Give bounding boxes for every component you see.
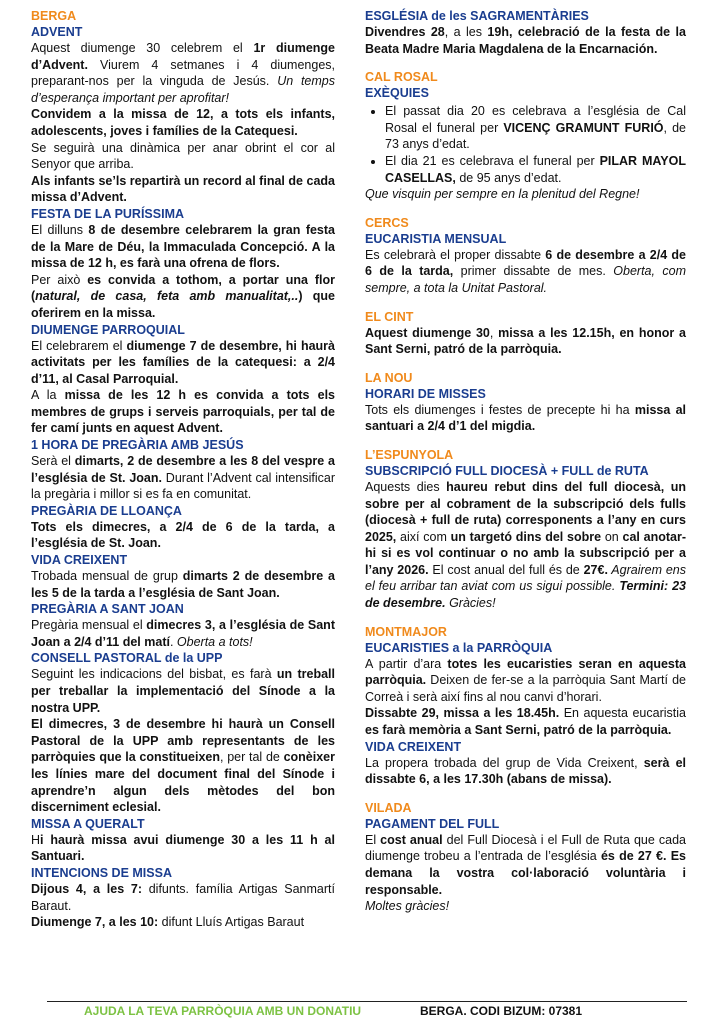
heading-lloanca: PREGÀRIA DE LLOANÇA — [31, 503, 182, 518]
lloanca-paragraph: Tots els dimecres, a 2/4 de 6 de la tarda, a l’església de St. Joan. — [31, 519, 335, 551]
advent-paragraph-4: Als infants se’ls repartirà un record al final de cada missa d’Advent. — [31, 173, 335, 205]
pregaria-jesus-paragraph: Serà el dimarts, 2 de desembre a les 8 del vespre a l’església de St. Joan. Durant l’Advent cal intensificar la pregària i millor si es fa en comunitat. — [31, 454, 336, 502]
left-column — [31, 8, 335, 931]
exequies-list — [365, 103, 686, 186]
heading-pregaria-jesus: 1 HORA DE PREGÀRIA AMB JESÚS — [31, 438, 244, 453]
sagramentaries-paragraph: Divendres 28, a les 19h, celebració de la festa de la Beata Madre Maria Magdalena de la Encarnación. — [365, 25, 686, 56]
vida-creixent-paragraph: Trobada mensual de grup dimarts 2 de desembre a les 5 de la tarda a l’església de Sant Joan. — [31, 569, 335, 600]
heading-eucaristia-mensual: EUCARISTIA MENSUAL — [365, 231, 507, 246]
town-cercs: CERCS — [365, 215, 409, 230]
sant-joan-paragraph: Pregària mensual el dimecres 3, a l’església de Sant Joan a 2/4 d’11 del matí. Oberta a tots! — [31, 618, 335, 649]
consell-paragraph-1: Seguint les indicacions del bisbat, es farà un treball per treballar la implementació del Sínode a la nostra UPP. — [31, 667, 336, 715]
montmajor-paragraph-1: A partir d’ara totes les eucaristies seran en aquesta parròquia. Deixen de fer-se a la parròquia Sant Martí de Correà i serà així fins al nou canvi d’horari. — [365, 656, 686, 704]
intencions-paragraph-1: Dijous 4, a les 7: difunts. família Artigas Sanmartí Baraut. — [31, 881, 335, 913]
town-montmajor: MONTMAJOR — [365, 624, 447, 639]
heading-horari-misses: HORARI DE MISSES — [365, 386, 486, 401]
heading-diumenge-parroquial: DIUMENGE PARROQUIAL — [31, 322, 185, 337]
heading-eucaristies-parroquia: EUCARISTIES a la PARRÒQUIA — [365, 640, 553, 655]
parroquial-paragraph-1: El celebrarem el diumenge 7 de desembre, hi haurà activitats per les famílies de la catequesi: a 2/4 d’11, al Casal Parroquial. — [31, 338, 335, 386]
montmajor-paragraph-3: La propera trobada del grup de Vida Creixent, serà el dissabte 6, a les 17.30h (abans de missa). — [365, 755, 686, 787]
right-column — [365, 8, 686, 915]
town-espunyola: L’ESPUNYOLA — [365, 447, 454, 462]
advent-paragraph-3: Se seguirà una dinàmica per anar obrint el cor al Senyor que arriba. — [31, 140, 335, 172]
town-berga: BERGA — [31, 9, 77, 23]
el-cint-paragraph: Aquest diumenge 30, missa a les 12.15h, en honor a Sant Serni, patró de la parròquia. — [365, 325, 686, 357]
consell-paragraph-2: El dimecres, 3 de desembre hi haurà un Consell Pastoral de la UPP amb representants de les parròquies que la constitueixen, per tal de conèixer les línies mare del document final del Sínode i aprendre’n algun dels mètodes del bon discerniment eclesial. — [31, 717, 335, 815]
town-el-cint: EL CINT — [365, 309, 414, 324]
heading-pagament-full: PAGAMENT DEL FULL — [365, 816, 500, 831]
footer-divider — [47, 1001, 687, 1002]
heading-subscripcio: SUBSCRIPCIÓ FULL DIOCESÀ + FULL de RUTA — [365, 463, 649, 478]
heading-vida-creixent: VIDA CREIXENT — [31, 553, 128, 568]
footer-bizum: BERGA. CODI BIZUM: 07381 — [420, 1004, 583, 1018]
list-item: • El dia 21 es celebrava el funeral per PILAR MAYOL CASELLAS, de 95 anys d’edat. — [385, 153, 686, 186]
purissima-paragraph-1: El dilluns 8 de desembre celebrarem la gran festa de la Mare de Déu, la Immaculada Concepció. A la missa de 12 h, es farà una ofrena de flors. — [31, 222, 336, 271]
intencions-paragraph-2: Diumenge 7, a les 10: difunt Lluís Artigas Baraut — [31, 915, 305, 930]
town-cal-rosal: CAL ROSAL — [365, 70, 438, 85]
vilada-paragraph-1: El cost anual del Full Diocesà i el Full de Ruta que cada diumenge trobeu a l’entrada de l’església és de 27 €. Es demana la vostra col·laboració voluntària i responsable. — [365, 832, 686, 897]
espunyola-paragraph: Aquests dies haureu rebut dins del full diocesà, un sobre per al cobrament de la subscripció dels fulls (diocesà + full de ruta) corresponents a l’any en curs 2025, així com un targetó dins del sobre on cal anotar-hi si es vol continuar o no amb la subscripció per a l’any 2026. El cost anual del full és de 27€. Agrairem ens el feu arribar tan aviat com us sigui possible. Termini: 23 de desembre. Gràcies! — [365, 479, 686, 611]
exequies-closing: Que visquin per sempre en la plenitud del Regne! — [365, 187, 640, 202]
parroquial-paragraph-2: A la missa de les 12 h es convida a tots els membres de grups i serveis parroquials, per tal de fer camí junts en aquest Advent. — [31, 388, 335, 436]
cercs-paragraph: Es celebrarà el proper dissabte 6 de desembre a 2/4 de 6 de la tarda, primer dissabte de mes. Oberta, com sempre, a tota la Unitat Pastoral. — [365, 247, 686, 295]
heading-intencions: INTENCIONS DE MISSA — [31, 865, 172, 880]
heading-consell: CONSELL PASTORAL de la UPP — [31, 651, 223, 666]
montmajor-paragraph-2: Dissabte 29, missa a les 18.45h. En aquesta eucaristia es farà memòria a Sant Serni, patró de la parròquia. — [365, 706, 686, 738]
heading-purissima: FESTA DE LA PURÍSSIMA — [31, 206, 185, 221]
advent-paragraph-2: Convidem a la missa de 12, a tots els infants, adolescents, joves i famílies de la Catequesi. — [31, 107, 335, 138]
heading-sagramentaries: ESGLÉSIA de les SAGRAMENTÀRIES — [365, 9, 589, 23]
heading-exequies: EXÈQUIES — [365, 86, 429, 101]
town-vilada: VILADA — [365, 800, 412, 815]
footer-donation: AJUDA LA TEVA PARRÒQUIA AMB UN DONATIU — [84, 1004, 362, 1018]
heading-sant-joan: PREGÀRIA A SANT JOAN — [31, 602, 184, 617]
la-nou-paragraph: Tots els diumenges i festes de precepte hi ha missa al santuari a 2/4 d’1 del migdia. — [365, 402, 687, 434]
heading-advent: ADVENT — [31, 25, 83, 39]
purissima-paragraph-2: Per això es convida a tothom, a portar una flor (natural, de casa, feta amb manualitat,..) que oferirem en la missa. — [31, 272, 336, 320]
heading-queralt: MISSA A QUERALT — [31, 816, 145, 831]
list-item: • El passat dia 20 es celebrava a l’església de Cal Rosal el funeral per VICENÇ GRAMUNT FURIÓ, de 73 anys d’edat. — [385, 103, 686, 153]
queralt-paragraph: Hi haurà missa avui diumenge 30 a les 11 h al Santuari. — [31, 832, 335, 864]
heading-vida-creixent-montmajor: VIDA CREIXENT — [365, 739, 462, 754]
advent-paragraph-1: Aquest diumenge 30 celebrem el 1r diumenge d’Advent. Viurem 4 setmanes i 4 diumenges, preparant-nos per la vinguda de Jesús. Un temps d’esperança important per aprofitar! — [31, 41, 335, 105]
vilada-paragraph-2: Moltes gràcies! — [365, 899, 450, 914]
town-la-nou: LA NOU — [365, 370, 413, 385]
